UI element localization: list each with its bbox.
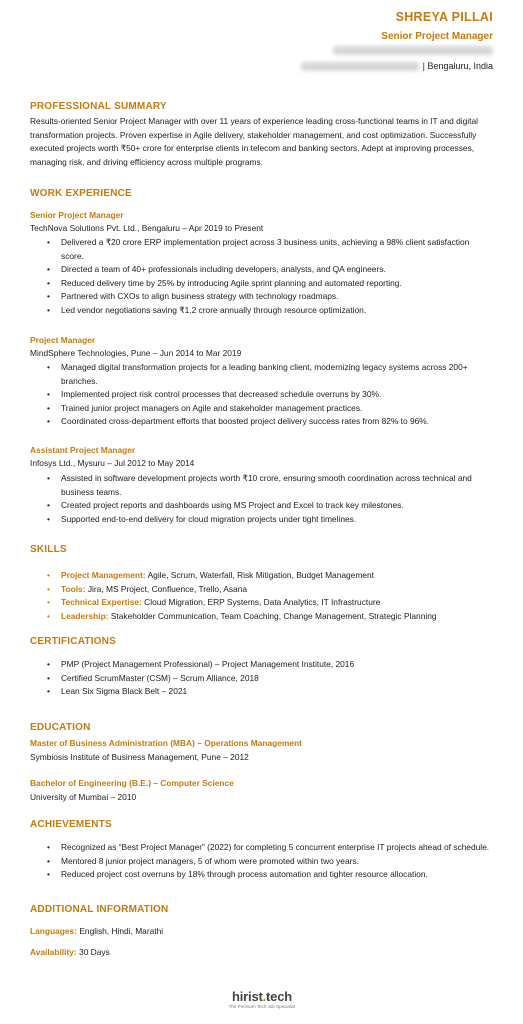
candidate-name: SHREYA PILLAI (395, 10, 493, 24)
availability-line (30, 947, 110, 957)
list-item: • Delivered a ₹20 crore ERP implementation project across 3 business units, achieving a 98% client satisfaction score. (30, 236, 492, 263)
certifications-list (30, 658, 492, 699)
skill-value: Jira, MS Project, Confluence, Trello, Asana (87, 583, 248, 594)
job-company: TechNova Solutions Pvt. Ltd., Bengaluru – Apr 2019 to Present (30, 223, 264, 233)
logo-dot: . (262, 989, 267, 1004)
job-role: Senior Project Manager (30, 210, 124, 220)
list-item: • Certified ScrumMaster (CSM) – Scrum Alliance, 2018 (30, 672, 492, 686)
logo-suffix: tech (266, 989, 292, 1004)
skill-value: Cloud Migration, ERP Systems, Data Analytics, IT Infrastructure (144, 597, 381, 608)
logo-main-text: hirist (232, 989, 263, 1004)
degree-title: Master of Business Administration (MBA) – Operations Management (30, 738, 302, 748)
list-item: • Managed digital transformation projects for a leading banking client, modernizing legacy systems across 200+ branches. (30, 361, 492, 388)
achievements-list (30, 841, 492, 882)
list-item: • Supported end-to-end delivery for cloud migration projects under tight timelines. (30, 513, 492, 527)
degree-title: Bachelor of Engineering (B.E.) – Computer Science (30, 778, 234, 788)
additional-heading: ADDITIONAL INFORMATION (30, 904, 169, 915)
list-item: • Reduced project cost overruns by 18% through process automation and tighter resource allocation. (30, 868, 492, 882)
job-role: Assistant Project Manager (30, 445, 136, 455)
list-item: • Created project reports and dashboards using MS Project and Excel to track key milestones. (30, 499, 492, 513)
list-item: • Partnered with CXOs to align business strategy with technology roadmaps. (30, 290, 492, 304)
skill-value: Stakeholder Communication, Team Coaching, Change Management, Strategic Planning (110, 610, 437, 621)
job-role: Project Manager (30, 335, 96, 345)
logo-wordmark (226, 989, 298, 1004)
contact-row (301, 61, 493, 71)
skill-label: Tools: (61, 583, 86, 594)
candidate-title: Senior Project Manager (381, 31, 493, 42)
degree-school: University of Mumbai – 2010 (30, 792, 137, 802)
list-item (30, 610, 492, 624)
list-item: • Implemented project risk control processes that decreased schedule overruns by 30%. (30, 388, 492, 402)
skill-label: Technical Expertise: (61, 597, 142, 608)
job-company: Infosys Ltd., Mysuru – Jul 2012 to May 2014 (30, 458, 195, 468)
job-bullets (30, 472, 492, 526)
redacted-contact (333, 46, 493, 55)
list-item: • PMP (Project Management Professional) – Project Management Institute, 2016 (30, 658, 492, 672)
degree-school: Symbiosis Institute of Business Management, Pune – 2012 (30, 752, 249, 762)
location: | Bengaluru, India (422, 61, 493, 71)
achievements-heading: ACHIEVEMENTS (30, 819, 112, 830)
list-item (30, 596, 492, 610)
list-item (30, 583, 492, 597)
summary-text: Results-oriented Senior Project Manager with over 11 years of experience leading cross-functional teams in IT and digital transformation projects. Proven expertise in Agile delivery, stakeholder management, and cost optimization. Successfully executed projects worth ₹50+ crore for enterprise clients in telecom and banking sectors. Adept at improving processes, managing risk, and driving efficiency across multiple programs. (30, 116, 478, 167)
skill-value: Agile, Scrum, Waterfall, Risk Mitigation, Budget Management (147, 570, 374, 580)
list-item: • Mentored 8 junior project managers, 5 of whom were promoted within two years. (30, 855, 492, 869)
skills-list (30, 569, 492, 623)
languages-value: English, Hindi, Marathi (79, 926, 164, 936)
list-item: • Trained junior project managers on Agile and stakeholder management practices. (30, 402, 492, 416)
list-item: • Directed a team of 40+ professionals including developers, analysts, and QA engineers. (30, 263, 492, 277)
languages-line (30, 926, 163, 936)
certifications-heading: CERTIFICATIONS (30, 636, 116, 647)
availability-label: Availability: (30, 947, 77, 957)
redacted-email (301, 62, 419, 71)
list-item: • Recognized as “Best Project Manager” (2022) for completing 5 concurrent enterprise IT projects ahead of schedule. (30, 841, 492, 855)
list-item: • Reduced delivery time by 25% by introducing Agile sprint planning and automated reporting. (30, 277, 492, 291)
work-heading: WORK EXPERIENCE (30, 188, 132, 199)
availability-value: 30 Days (79, 947, 110, 957)
list-item: • Coordinated cross-department efforts that boosted project delivery success rates from 82% to 96%. (30, 415, 492, 429)
job-company: MindSphere Technologies, Pune – Jun 2014 to Mar 2019 (30, 348, 242, 358)
summary-heading: PROFESSIONAL SUMMARY (30, 101, 167, 112)
job-bullets (30, 236, 492, 318)
skills-heading: SKILLS (30, 544, 67, 555)
languages-label: Languages: (30, 926, 77, 936)
logo-tagline: The Premium Tech Job Specialist (228, 1004, 296, 1009)
job-bullets (30, 361, 492, 429)
skill-label: Leadership: (61, 610, 109, 621)
education-heading: EDUCATION (30, 722, 91, 733)
list-item: • Led vendor negotiations saving ₹1.2 crore annually through resource optimization. (30, 304, 492, 318)
list-item: • Assisted in software development projects worth ₹10 crore, ensuring smooth coordination across technical and business teams. (30, 472, 492, 499)
hirist-logo (226, 989, 298, 1009)
list-item (30, 569, 492, 583)
skill-label: Project Management: (61, 570, 146, 580)
list-item: • Lean Six Sigma Black Belt – 2021 (30, 685, 492, 699)
